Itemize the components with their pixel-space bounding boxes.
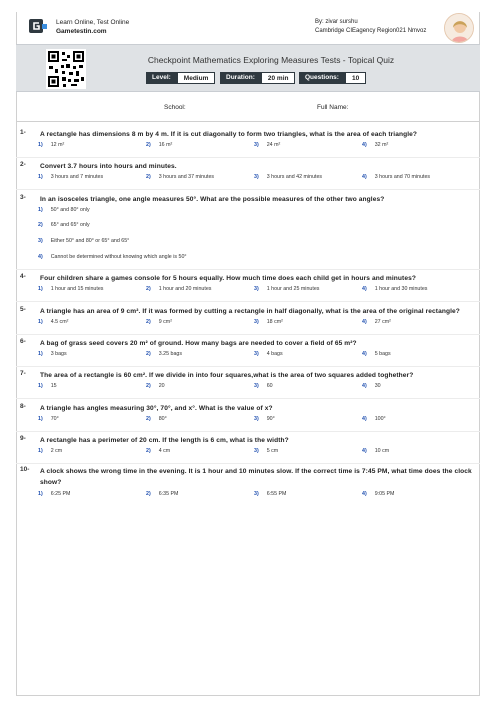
question-divider [16, 463, 480, 464]
options-row [38, 350, 478, 360]
question-divider [16, 366, 480, 367]
option[interactable]: 4) 100° [362, 416, 386, 422]
option[interactable]: 2) 9 cm² [146, 319, 172, 325]
option[interactable]: 2) 6:35 PM [146, 491, 179, 497]
option[interactable]: 4) Cannot be determined without knowing which angle is 50° [38, 254, 187, 260]
question-divider [16, 157, 480, 158]
option[interactable]: 4) 27 cm² [362, 319, 391, 325]
options-row [38, 447, 478, 457]
question-number: 3- [20, 194, 26, 201]
header-divider [16, 121, 480, 122]
level-value: Medium [177, 72, 216, 84]
site-url[interactable]: Gametestin.com [56, 28, 107, 35]
duration-chip [220, 72, 295, 84]
questions-value: 10 [345, 72, 366, 84]
option[interactable]: 3) 4 bags [254, 351, 283, 357]
option[interactable]: 2) 1 hour and 20 minutes [146, 286, 212, 292]
option[interactable]: 3) 60 [254, 383, 273, 389]
duration-label: Duration: [220, 72, 261, 84]
option[interactable]: 3) Either 50° and 80° or 65° and 65° [38, 238, 130, 244]
question-divider [16, 334, 480, 335]
option[interactable]: 1) 6:25 PM [38, 491, 71, 497]
option[interactable]: 1) 2 cm [38, 448, 63, 454]
question-number: 1- [20, 129, 26, 136]
question-number: 8- [20, 403, 26, 410]
question-divider [16, 398, 480, 399]
question-text: A clock shows the wrong time in the evening. It is 1 hour and 10 minutes slow. If the correct time is 7:45 PM, what time does the clock show? [40, 468, 472, 486]
options-row [38, 318, 478, 328]
option[interactable]: 1) 12 m² [38, 142, 65, 148]
questions-chip [299, 72, 366, 84]
option[interactable]: 3) 5 cm [254, 448, 279, 454]
option[interactable]: 4) 1 hour and 30 minutes [362, 286, 428, 292]
avatar [444, 13, 474, 43]
option[interactable]: 4) 10 cm [362, 448, 390, 454]
question-number: 10- [20, 466, 30, 473]
option[interactable]: 1) 4.5 cm² [38, 319, 69, 325]
question-number: 2- [20, 161, 26, 168]
option[interactable]: 1) 15 [38, 383, 57, 389]
level-chip [146, 72, 215, 84]
question-text: A rectangle has a perimeter of 20 cm. If the length is 6 cm, what is the width? [40, 437, 289, 444]
option[interactable]: 3) 18 cm² [254, 319, 283, 325]
options-row [38, 285, 478, 295]
question-divider [16, 301, 480, 302]
question-text: Four children share a games console for 5 hours equally. How much time does each child get in hours and minutes? [40, 275, 417, 282]
option[interactable]: 1) 3 bags [38, 351, 67, 357]
option[interactable]: 3) 24 m² [254, 142, 281, 148]
option[interactable]: 1) 3 hours and 7 minutes [38, 174, 104, 180]
options-row [38, 173, 478, 183]
question-text: A triangle has angles measuring 30°, 70°, and x°. What is the value of x? [40, 405, 273, 412]
option[interactable]: 4) 5 bags [362, 351, 391, 357]
question-number: 5- [20, 306, 26, 313]
option[interactable]: 3) 1 hour and 25 minutes [254, 286, 320, 292]
site-info [56, 18, 129, 36]
option[interactable]: 3) 90° [254, 416, 275, 422]
option[interactable]: 2) 3.25 bags [146, 351, 182, 357]
options-row [38, 415, 478, 425]
question-number: 9- [20, 435, 26, 442]
author-info [315, 18, 426, 36]
question-text: Convert 3.7 hours into hours and minutes. [40, 163, 177, 170]
question-number: 4- [20, 273, 26, 280]
question-number: 7- [20, 370, 26, 377]
question-text: A triangle has an area of 9 cm². If it was formed by cutting a rectangle in half diagonally, what is the area of the original rectangle? [40, 308, 460, 315]
option[interactable]: 1) 70° [38, 416, 59, 422]
level-label: Level: [146, 72, 177, 84]
option[interactable]: 4) 3 hours and 70 minutes [362, 174, 431, 180]
option[interactable]: 3) 6:55 PM [254, 491, 287, 497]
option[interactable]: 2) 4 cm [146, 448, 171, 454]
option[interactable]: 4) 30 [362, 383, 381, 389]
options-row [38, 382, 478, 392]
option[interactable]: 2) 80° [146, 416, 167, 422]
options-row [38, 141, 478, 151]
question-text: A rectangle has dimensions 8 m by 4 m. If it is cut diagonally to form two triangles, what is the area of each triangle? [40, 131, 418, 138]
option[interactable]: 1) 50° and 80° only [38, 207, 90, 213]
duration-value: 20 min [261, 72, 296, 84]
quiz-banner [16, 44, 480, 92]
question-divider [16, 189, 480, 190]
author-name: By: zivar surshu [315, 19, 358, 25]
option[interactable]: 4) 32 m² [362, 142, 389, 148]
question-text: A bag of grass seed covers 20 m² of ground. How many bags are needed to cover a field of 65 m²? [40, 340, 357, 347]
questions-label: Questions: [299, 72, 345, 84]
question-text: The area of a rectangle is 60 cm². If we divide in into four squares,what is the area of two squares added toghether? [40, 372, 414, 379]
option[interactable]: 2) 3 hours and 37 minutes [146, 174, 215, 180]
page-header [16, 12, 480, 44]
author-org: Cambridge CIEagency Region021 Nmvoz [315, 28, 427, 34]
full-name-field-label: Full Name: [317, 104, 349, 111]
option[interactable]: 2) 65° and 65° only [38, 222, 90, 228]
option[interactable]: 4) 9:05 PM [362, 491, 395, 497]
option[interactable]: 2) 20 [146, 383, 165, 389]
avatar-portrait-icon [445, 14, 474, 43]
option[interactable]: 3) 3 hours and 42 minutes [254, 174, 323, 180]
site-tagline: Learn Online, Test Online [56, 19, 130, 26]
option[interactable]: 2) 16 m² [146, 142, 173, 148]
option[interactable]: 1) 1 hour and 15 minutes [38, 286, 104, 292]
question-number: 6- [20, 338, 26, 345]
question-text: In an isosceles triangle, one angle measures 50°. What are the possible measures of the other two angles? [40, 196, 385, 203]
question-divider [16, 269, 480, 270]
gametestin-logo-icon [28, 16, 48, 36]
question-divider [16, 431, 480, 432]
school-field-label: School: [164, 104, 186, 111]
options-row [38, 490, 478, 500]
qr-code-icon [46, 49, 86, 89]
quiz-title: Checkpoint Mathematics Exploring Measures Tests - Topical Quiz [147, 55, 395, 65]
